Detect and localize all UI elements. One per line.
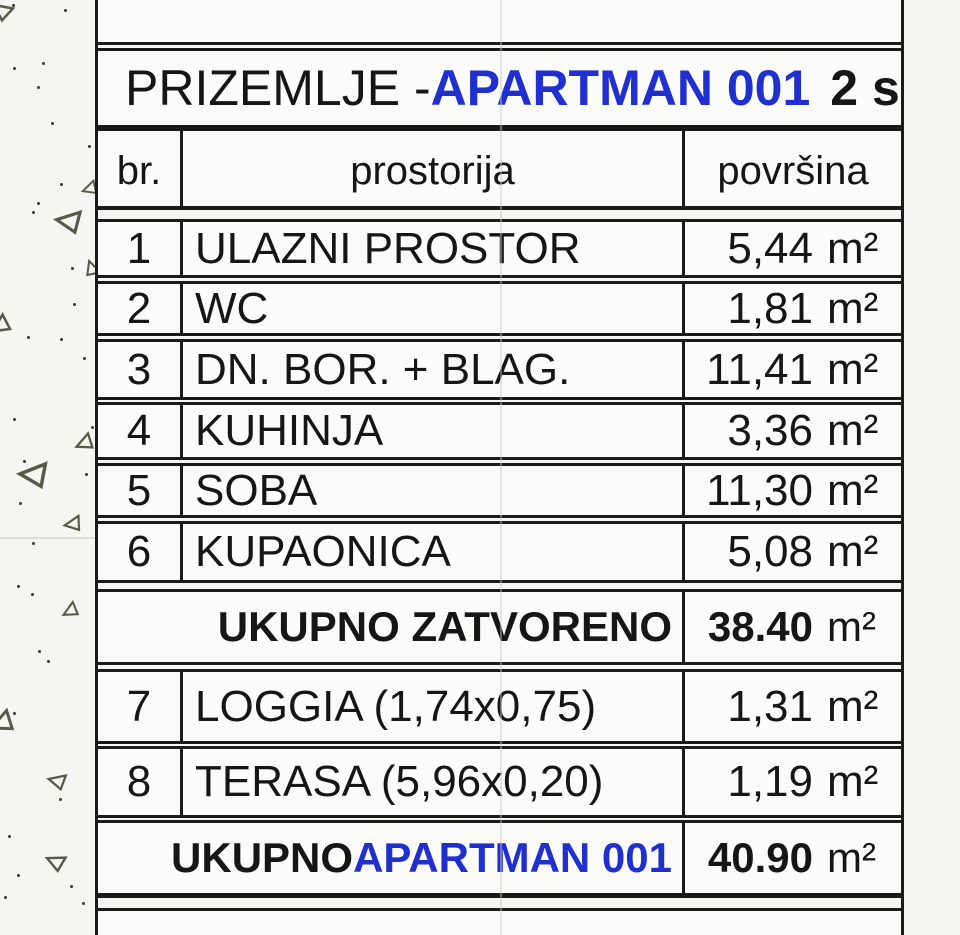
vegetation-triangle-icon	[0, 311, 14, 341]
room-area-unit: m²	[827, 465, 879, 515]
speck-dot	[13, 712, 16, 715]
room-area-unit: m²	[827, 681, 879, 731]
total-apartment-area	[682, 823, 901, 893]
room-area	[682, 749, 901, 815]
room-name: ULAZNI PROSTOR	[195, 223, 581, 273]
table-left-border	[95, 0, 98, 935]
row-number: 7	[98, 672, 183, 741]
speck-dot	[4, 896, 7, 899]
vegetation-triangle-icon	[14, 456, 49, 491]
speck-dot	[64, 9, 67, 12]
room-area-value: 1,31	[727, 681, 813, 731]
speck-dot	[88, 145, 91, 148]
room-area-unit: m²	[827, 406, 879, 455]
scan-seam-horizontal	[0, 537, 95, 539]
room-area-value: 5,44	[727, 223, 813, 273]
total-apartment-label-blue: APARTMAN 001	[353, 834, 672, 881]
total-apartment-label	[98, 823, 682, 893]
room-name: SOBA	[195, 465, 318, 515]
speck-dot	[42, 62, 45, 65]
header-area-column: površina	[682, 131, 901, 206]
room-area	[682, 466, 901, 515]
total-closed-area	[682, 592, 901, 662]
speck-dot	[83, 357, 86, 360]
speck-dot	[13, 67, 16, 70]
total-closed-unit: m²	[827, 603, 876, 650]
room-area	[682, 222, 901, 275]
room-area-unit: m²	[827, 283, 879, 333]
scan-seam-vertical	[500, 0, 502, 935]
row-number: 8	[98, 749, 183, 815]
speck-dot	[91, 426, 94, 429]
title-suffix: 2 s	[830, 60, 900, 116]
speck-dot	[17, 585, 20, 588]
room-name: DN. BOR. + BLAG.	[195, 344, 571, 394]
speck-dot	[82, 902, 85, 905]
row-number: 2	[98, 284, 183, 333]
room-area	[682, 405, 901, 457]
room-area-unit: m²	[827, 527, 879, 576]
room-area-value: 11,41	[706, 344, 813, 394]
room-area	[682, 672, 901, 741]
speck-dot	[13, 418, 16, 421]
speck-dot	[19, 502, 22, 505]
room-name: WC	[195, 283, 269, 333]
room-name: KUHINJA	[195, 406, 384, 455]
speck-dot	[85, 473, 88, 476]
header-number-column: br.	[98, 131, 183, 206]
speck-dot	[32, 542, 35, 545]
row-number: 6	[98, 524, 183, 580]
total-apartment-value: 40.90	[707, 834, 813, 881]
room-area	[682, 342, 901, 397]
speck-dot	[51, 122, 54, 125]
room-area-unit: m²	[827, 757, 879, 806]
room-area-value: 3,36	[727, 406, 813, 455]
room-area	[682, 284, 901, 333]
total-closed-label: UKUPNO ZATVORENO	[217, 603, 672, 650]
total-apartment-unit: m²	[827, 834, 876, 881]
speck-dot	[27, 336, 30, 339]
speck-dot	[60, 338, 63, 341]
row-number: 4	[98, 405, 183, 457]
total-closed-value: 38.40	[707, 603, 813, 650]
row-number: 3	[98, 342, 183, 397]
vegetation-triangle-icon	[57, 599, 81, 623]
speck-dot	[70, 885, 73, 888]
room-area-value: 11,30	[706, 465, 813, 515]
room-area	[682, 524, 901, 580]
row-number: 5	[98, 466, 183, 515]
speck-dot	[60, 183, 63, 186]
header-room-column: prostorija	[350, 149, 515, 193]
table-right-border	[901, 0, 904, 935]
vegetation-triangle-icon	[61, 513, 82, 534]
room-name: TERASA (5,96x0,20)	[195, 757, 604, 806]
room-name: KUPAONICA	[195, 527, 451, 576]
room-area-value: 1,19	[727, 757, 813, 806]
speck-dot	[17, 874, 20, 877]
speck-dot	[73, 303, 76, 306]
apartment-label: APARTMAN 001	[430, 60, 811, 116]
speck-dot	[37, 202, 40, 205]
floor-label: PRIZEMLJE -	[125, 60, 431, 116]
vegetation-triangle-icon	[70, 430, 96, 456]
speck-dot	[38, 650, 41, 653]
room-area-unit: m²	[827, 223, 879, 273]
speck-dot	[31, 593, 34, 596]
vegetation-triangle-icon	[43, 767, 68, 792]
speck-dot	[8, 835, 11, 838]
speck-dot	[71, 267, 74, 270]
room-area-value: 1,81	[727, 283, 813, 333]
total-apartment-label-black: UKUPNO	[171, 834, 354, 881]
row-number: 1	[98, 222, 183, 275]
speck-dot	[47, 660, 50, 663]
room-name: LOGGIA (1,74x0,75)	[195, 681, 597, 731]
speck-dot	[59, 798, 62, 801]
vegetation-triangle-icon	[50, 203, 83, 236]
speck-dot	[37, 86, 40, 89]
room-area-value: 5,08	[727, 527, 813, 576]
speck-dot	[32, 211, 35, 214]
vegetation-triangle-icon	[40, 846, 68, 874]
room-area-unit: m²	[827, 344, 879, 394]
